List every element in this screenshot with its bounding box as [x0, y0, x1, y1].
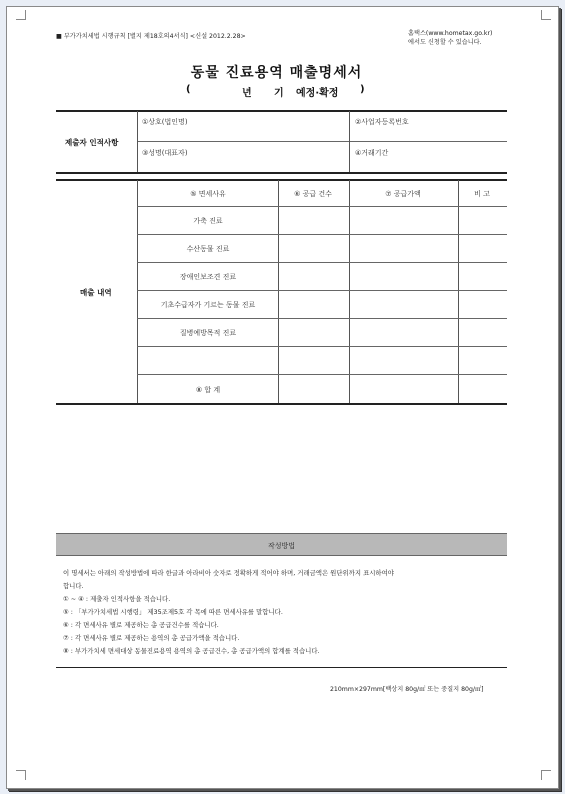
column-divider — [349, 111, 350, 172]
row-divider — [137, 290, 507, 291]
instruction-line: ① ~ ④ : 제출자 인적사항을 적습니다. — [63, 595, 171, 603]
form-reference: ■ 부가가치세법 시행규칙 [별지 제18호의4서식] <신설 2012.2.28> — [56, 33, 246, 40]
section-border — [56, 172, 507, 174]
header-supply-count: ⑥ 공급 건수 — [294, 190, 332, 198]
row-livestock: 가축 진료 — [193, 217, 223, 225]
row-basic-recipient: 기초수급자가 기르는 동물 진료 — [160, 301, 256, 309]
instruction-line: 합니다. — [63, 582, 84, 590]
hometax-note — [408, 29, 492, 47]
column-divider — [137, 111, 138, 172]
crop-mark — [16, 10, 26, 20]
bottom-rule — [56, 667, 507, 668]
instruction-line: ⑥ : 각 면세사유 별로 제공하는 총 공급건수를 적습니다. — [63, 621, 219, 629]
row-total: ⑧ 합 계 — [195, 386, 221, 394]
supplier-section-label: 제출자 인적사항 — [65, 138, 119, 147]
row-divider — [137, 234, 507, 235]
row-divider — [137, 346, 507, 347]
paren-close: ) — [360, 84, 365, 95]
section-border — [56, 403, 507, 405]
document-page — [6, 6, 559, 789]
crop-mark — [16, 770, 26, 780]
hometax-url[interactable]: 홈택스(www.hometax.go.kr) — [408, 30, 493, 37]
row-divider — [137, 318, 507, 319]
instruction-line: ⑦ : 각 면세사유 별로 제공하는 용역의 총 공급가액을 적습니다. — [63, 634, 240, 642]
header-supply-value: ⑦ 공급가액 — [385, 190, 421, 198]
section-border — [56, 110, 507, 112]
instructions-header — [56, 533, 507, 556]
header-remarks: 비 고 — [474, 190, 490, 198]
column-divider — [278, 180, 279, 403]
business-name-field[interactable]: ①상호(법인명) — [142, 118, 188, 126]
crop-mark — [541, 770, 551, 780]
row-divider — [137, 141, 507, 142]
column-divider — [349, 180, 350, 403]
header-exemption-reason: ⑤ 면세사유 — [190, 190, 226, 198]
column-divider — [458, 180, 459, 403]
business-number-field[interactable]: ②사업자등록번호 — [355, 118, 409, 126]
row-divider — [137, 374, 507, 375]
row-disease-prevention: 질병예방목적 진료 — [179, 329, 237, 337]
paren-open: ( — [186, 84, 191, 95]
transaction-period-field[interactable]: ④거래기간 — [355, 149, 389, 157]
period-unit: 기 — [274, 88, 284, 99]
column-divider — [137, 180, 138, 403]
hometax-note-text: 에서도 신청할 수 있습니다. — [408, 39, 482, 46]
representative-field[interactable]: ③성명(대표자) — [142, 149, 188, 157]
instructions-body — [63, 567, 503, 658]
sales-section-label: 매출 내역 — [80, 288, 112, 297]
form-title: 동물 진료용역 매출명세서 — [190, 65, 363, 81]
row-guide-dog: 장애인보조견 진료 — [179, 273, 237, 281]
instruction-line: 이 명세서는 아래의 작성방법에 따라 한글과 아라비아 숫자로 정확하게 적어야 하며, 거래금액은 원단위까지 표시하여야 — [63, 569, 394, 577]
crop-mark — [541, 10, 551, 20]
instruction-line: ⑤ : 「부가가치세법 시행령」 제35조제5호 각 목에 따른 면세사유를 말합니다. — [63, 608, 283, 616]
paper-spec: 210mm×297mm[백상지 80g/㎡ 또는 중질지 80g/㎡] — [330, 686, 484, 693]
row-aquatic: 수산동물 진료 — [186, 245, 230, 253]
instructions-title: 작성방법 — [267, 542, 296, 550]
instruction-line: ⑧ : 부가가치세 면세대상 동물진료용역 용역의 총 공급건수, 총 공급가액의 합계를 적습니다. — [63, 647, 320, 655]
section-border — [56, 179, 507, 181]
row-divider — [137, 206, 507, 207]
row-divider — [137, 262, 507, 263]
report-type: 예정·확정 — [296, 88, 339, 99]
year-unit: 년 — [242, 88, 252, 99]
